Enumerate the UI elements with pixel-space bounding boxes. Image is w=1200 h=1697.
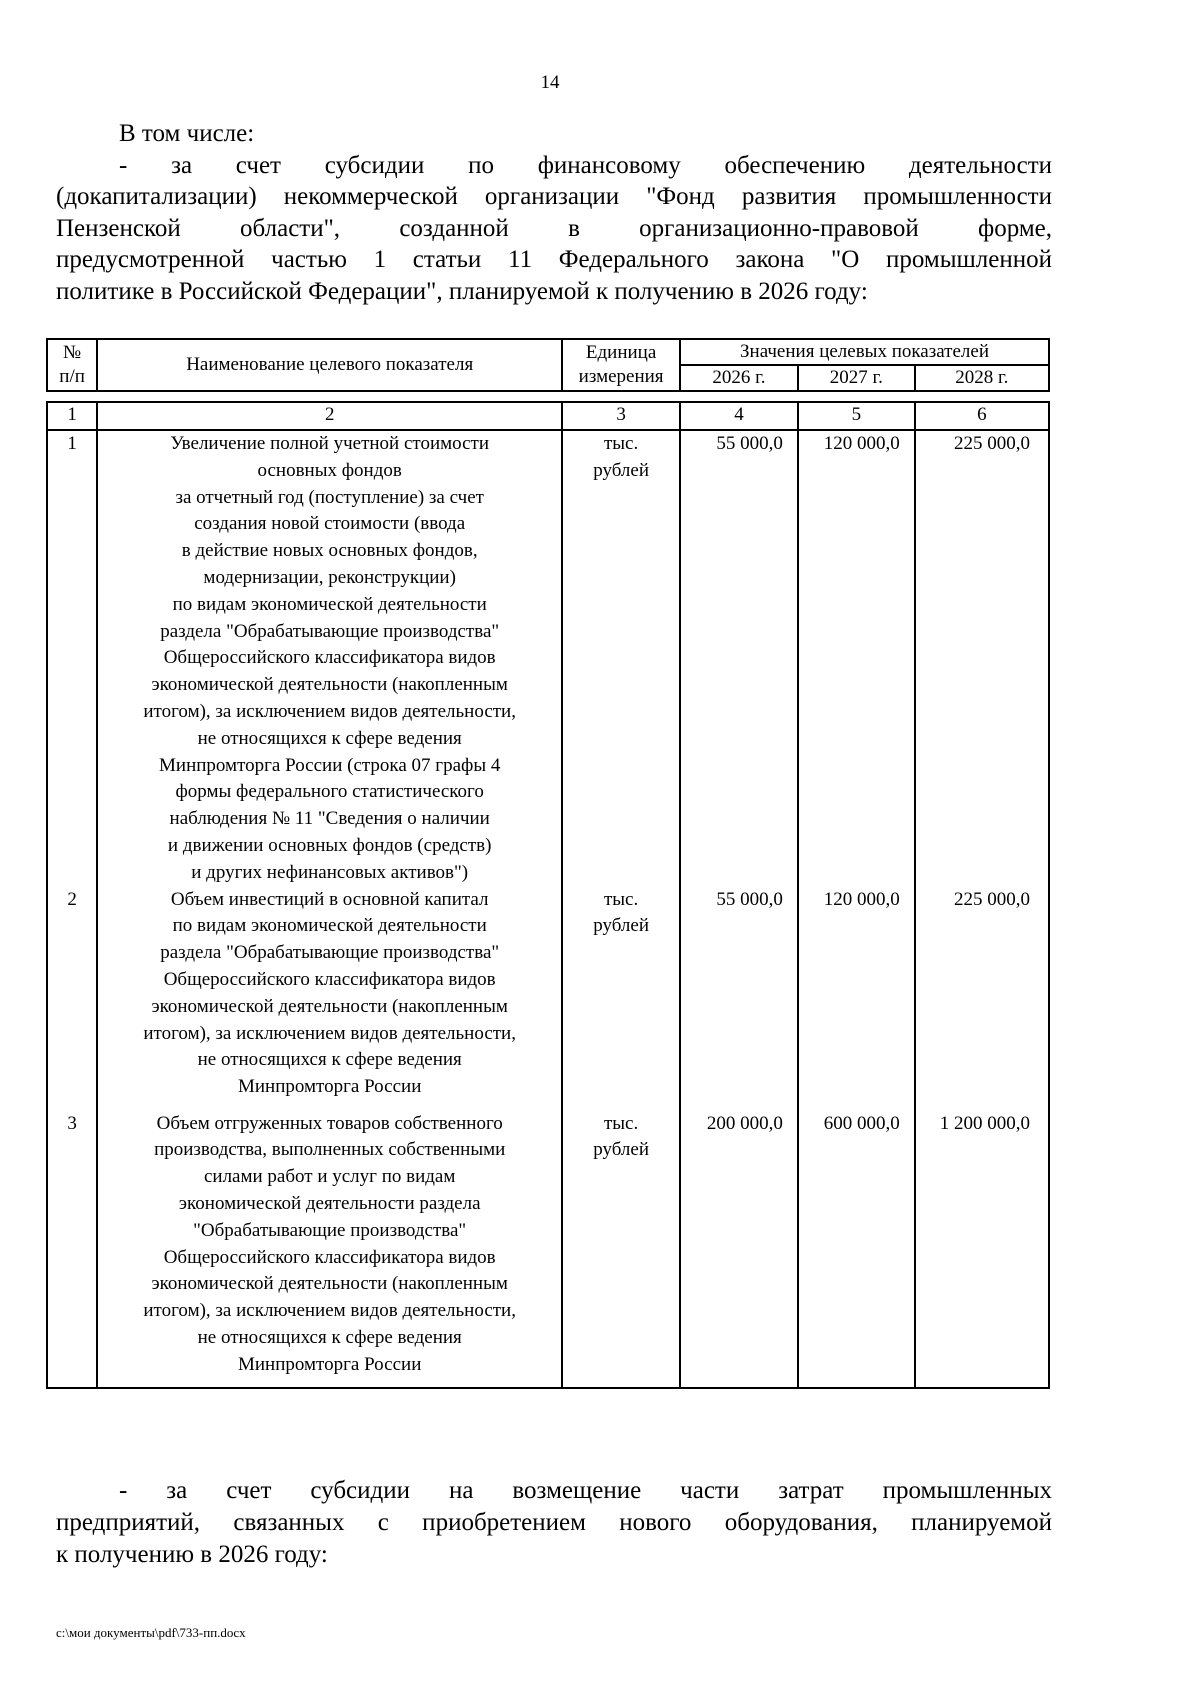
column-number: 6 [915, 402, 1049, 430]
row-value-2027: 120 000,0 [798, 887, 915, 1111]
column-numbers-row [47, 402, 1049, 430]
column-number: 4 [680, 402, 798, 430]
outro-paragraph [56, 1475, 1052, 1571]
header-unit: Единица измерения [562, 339, 680, 391]
table-row [47, 430, 1049, 887]
row-num: 2 [47, 887, 97, 1111]
intro-line-1: - за счет субсидии по финансовому обеспечению деятельности [119, 151, 1052, 179]
header-values-group: Значения целевых показателей [680, 339, 1049, 365]
intro-line-3: Пензенской области", созданной в организационно-правовой форме, [56, 214, 1052, 242]
row-value-2028: 225 000,0 [915, 430, 1049, 887]
row-name: Увеличение полной учетной стоимости основных фондов за отчетный год (поступление) за счет создания новой стоимости (ввода в действие новых основных фондов, модернизации, реконструкции) по видам экономической деятельности раздела "Обрабатывающие производства" Общероссийского классификатора видов экономической деятельности (накопленным итогом), за исключением видов деятельности, не относящихся к сфере ведения Минпромторга России (строка 07 графы 4 формы федерального статистического наблюдения № 11 "Сведения о наличии и движении основных фондов (средств) и других нефинансовых активов") [97, 430, 562, 887]
column-number: 3 [562, 402, 680, 430]
row-value-2028: 225 000,0 [915, 887, 1049, 1111]
page-number: 14 [540, 72, 560, 93]
footer-file-path: c:\мои документы\pdf\733-пп.docx [56, 1625, 246, 1640]
table-row [47, 887, 1049, 1111]
table-row [47, 1111, 1049, 1388]
header-name: Наименование целевого показателя [97, 339, 562, 391]
row-num: 3 [47, 1111, 97, 1388]
header-2027: 2027 г. [798, 365, 915, 391]
indicators-table [46, 401, 1050, 1389]
row-value-2026: 55 000,0 [680, 430, 798, 887]
row-name: Объем инвестиций в основной капитал по видам экономической деятельности раздела "Обрабатывающие производства" Общероссийского классификатора видов экономической деятельности (накопленным итогом), за исключением видов деятельности, не относящихся к сфере ведения Минпромторга России [97, 887, 562, 1111]
row-num: 1 [47, 430, 97, 887]
intro-line-2: (докапитализации) некоммерческой организации "Фонд развития промышленности [56, 183, 1052, 210]
header-num: № п/п [47, 339, 97, 391]
outro-line-3: к получению в 2026 году: [56, 1541, 328, 1568]
row-value-2026: 200 000,0 [680, 1111, 798, 1388]
row-value-2026: 55 000,0 [680, 887, 798, 1111]
intro-paragraph [56, 118, 1052, 307]
row-unit: тыс. рублей [562, 1111, 680, 1388]
intro-heading: В том числе: [119, 120, 255, 147]
row-name: Объем отгруженных товаров собственного производства, выполненных собственными силами работ и услуг по видам экономической деятельности раздела "Обрабатывающие производства" Общероссийского классификатора видов экономической деятельности (накопленным итогом), за исключением видов деятельности, не относящихся к сфере ведения Минпромторга России [97, 1111, 562, 1388]
column-number: 2 [97, 402, 562, 430]
outro-line-1: - за счет субсидии на возмещение части затрат промышленных [119, 1477, 1052, 1504]
header-2026: 2026 г. [680, 365, 798, 391]
indicators-table-header [46, 338, 1050, 392]
header-2028: 2028 г. [915, 365, 1049, 391]
row-value-2027: 600 000,0 [798, 1111, 915, 1388]
row-value-2028: 1 200 000,0 [915, 1111, 1049, 1388]
column-number: 1 [47, 402, 97, 430]
row-unit: тыс. рублей [562, 430, 680, 887]
column-number: 5 [798, 402, 915, 430]
row-value-2027: 120 000,0 [798, 430, 915, 887]
row-unit: тыс. рублей [562, 887, 680, 1111]
intro-line-4: предусмотренной частью 1 статьи 11 Федерального закона "О промышленной [56, 246, 1052, 273]
outro-line-2: предприятий, связанных с приобретением нового оборудования, планируемой [56, 1509, 1052, 1536]
intro-line-5: политике в Российской Федерации", планируемой к получению в 2026 году: [56, 277, 868, 305]
